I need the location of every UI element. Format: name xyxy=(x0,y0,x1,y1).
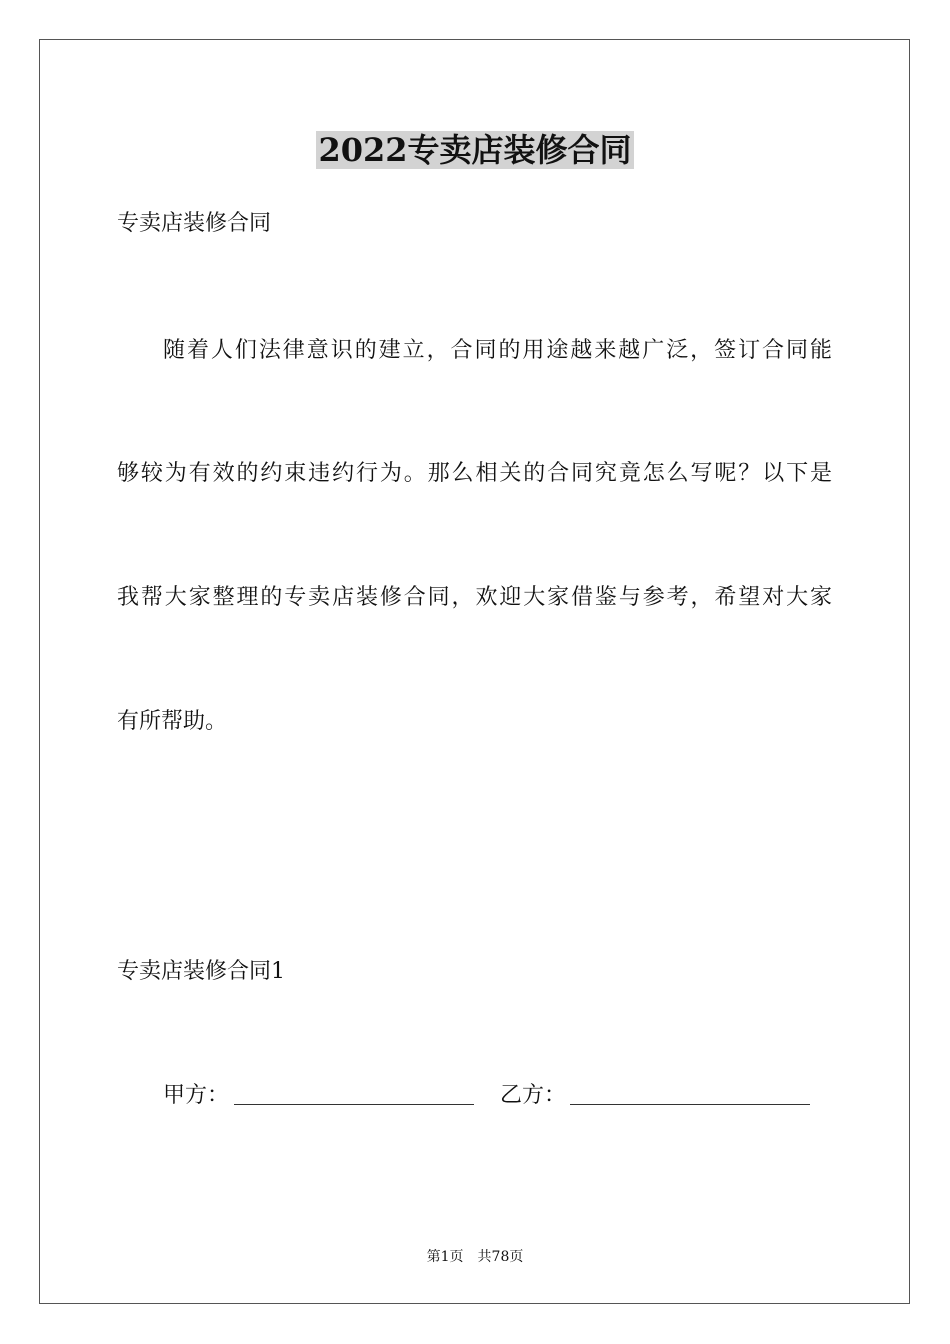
intro-line-3: 我帮大家整理的专卖店装修合同，欢迎大家借鉴与参考，希望对大家 xyxy=(117,585,832,610)
page-footer xyxy=(0,1246,950,1266)
intro-line-4: 有所帮助。 xyxy=(117,709,228,734)
page-number: 第1页 xyxy=(426,1249,464,1265)
page-total: 共78页 xyxy=(477,1249,524,1265)
party-a-blank[interactable] xyxy=(234,1104,474,1105)
party-b-label: 乙方： xyxy=(500,1083,567,1108)
section-heading: 专卖店装修合同1 xyxy=(117,959,285,984)
party-a-label: 甲方： xyxy=(163,1083,230,1108)
intro-line-1: 随着人们法律意识的建立，合同的用途越来越广泛，签订合同能 xyxy=(163,338,832,363)
party-b-blank[interactable] xyxy=(570,1104,810,1105)
intro-line-2: 够较为有效的约束违约行为。那么相关的合同究竟怎么写呢？以下是 xyxy=(117,461,832,486)
document-title: 2022专卖店装修合同 xyxy=(318,131,632,169)
document-subtitle: 专卖店装修合同 xyxy=(117,211,272,236)
